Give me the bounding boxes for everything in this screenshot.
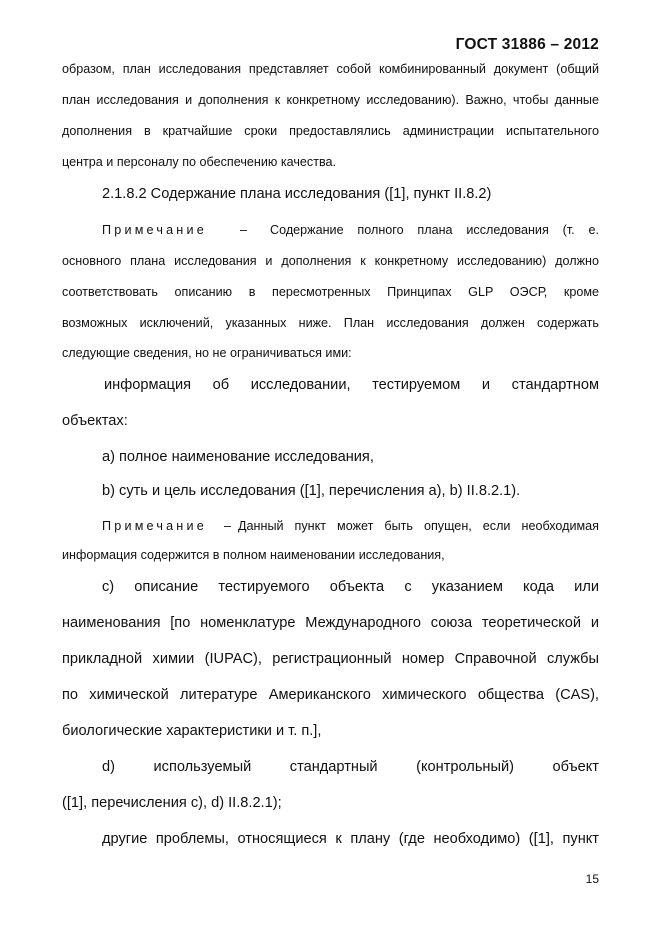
text-line: наименования [по номенклатуре Международного союза теоретической и	[62, 615, 599, 631]
text-line: образом, план исследования представляет собой комбинированный документ (общий	[62, 62, 599, 76]
list-item: а) полное наименование исследования,	[102, 449, 374, 465]
note-label	[102, 223, 207, 237]
text-line: биологические характеристики и т. п.],	[62, 723, 322, 739]
text-line: Содержание полного плана исследования (т. е.	[270, 223, 599, 237]
note-dash: –	[224, 519, 232, 533]
text-line: дополнения в кратчайшие сроки предоставлялись администрации испытательного	[62, 124, 599, 138]
text-line: по химической литературе Американского химического общества (CAS),	[62, 687, 599, 703]
text-line: объектах:	[62, 413, 128, 429]
page-number: 15	[585, 872, 599, 886]
note-dash: –	[240, 223, 248, 237]
text-line: план исследования и дополнения к конкретному исследованию). Важно, чтобы данные	[62, 93, 599, 107]
text-line: соответствовать описанию в пересмотренных Принципах GLP ОЭСР, кроме	[62, 285, 599, 299]
list-item: с) описание тестируемого объекта с указанием кода или	[102, 579, 599, 595]
note-label	[102, 519, 207, 533]
list-item: d) используемый стандартный (контрольный) объект	[102, 759, 599, 775]
text-line: Данный пункт может быть опущен, если необходимая	[238, 519, 599, 533]
section-heading: 2.1.8.2 Содержание плана исследования ([1], пункт II.8.2)	[102, 186, 492, 202]
list-item: b) суть и цель исследования ([1], перечисления a), b) II.8.2.1).	[102, 483, 521, 499]
text-line: другие проблемы, относящиеся к плану (где необходимо) ([1], пункт	[102, 831, 599, 847]
text-line: следующие сведения, но не ограничиваться ими:	[62, 346, 352, 360]
text-line: информация об исследовании, тестируемом и стандартном	[104, 377, 599, 393]
page-header: ГОСТ 31886 – 2012	[455, 36, 599, 53]
note-label-text: Примечание	[102, 519, 207, 533]
text-line: информация содержится в полном наименовании исследования,	[62, 548, 445, 562]
text-line: прикладной химии (IUPAC), регистрационный номер Справочной службы	[62, 651, 599, 667]
text-line: основного плана исследования и дополнения к конкретному исследованию) должно	[62, 254, 599, 268]
text-line: центра и персоналу по обеспечению качества.	[62, 155, 337, 169]
text-line: возможных исключений, указанных ниже. План исследования должен содержать	[62, 316, 599, 330]
text-line: ([1], перечисления c), d) II.8.2.1);	[62, 795, 282, 811]
note-label-text: Примечание	[102, 223, 207, 237]
